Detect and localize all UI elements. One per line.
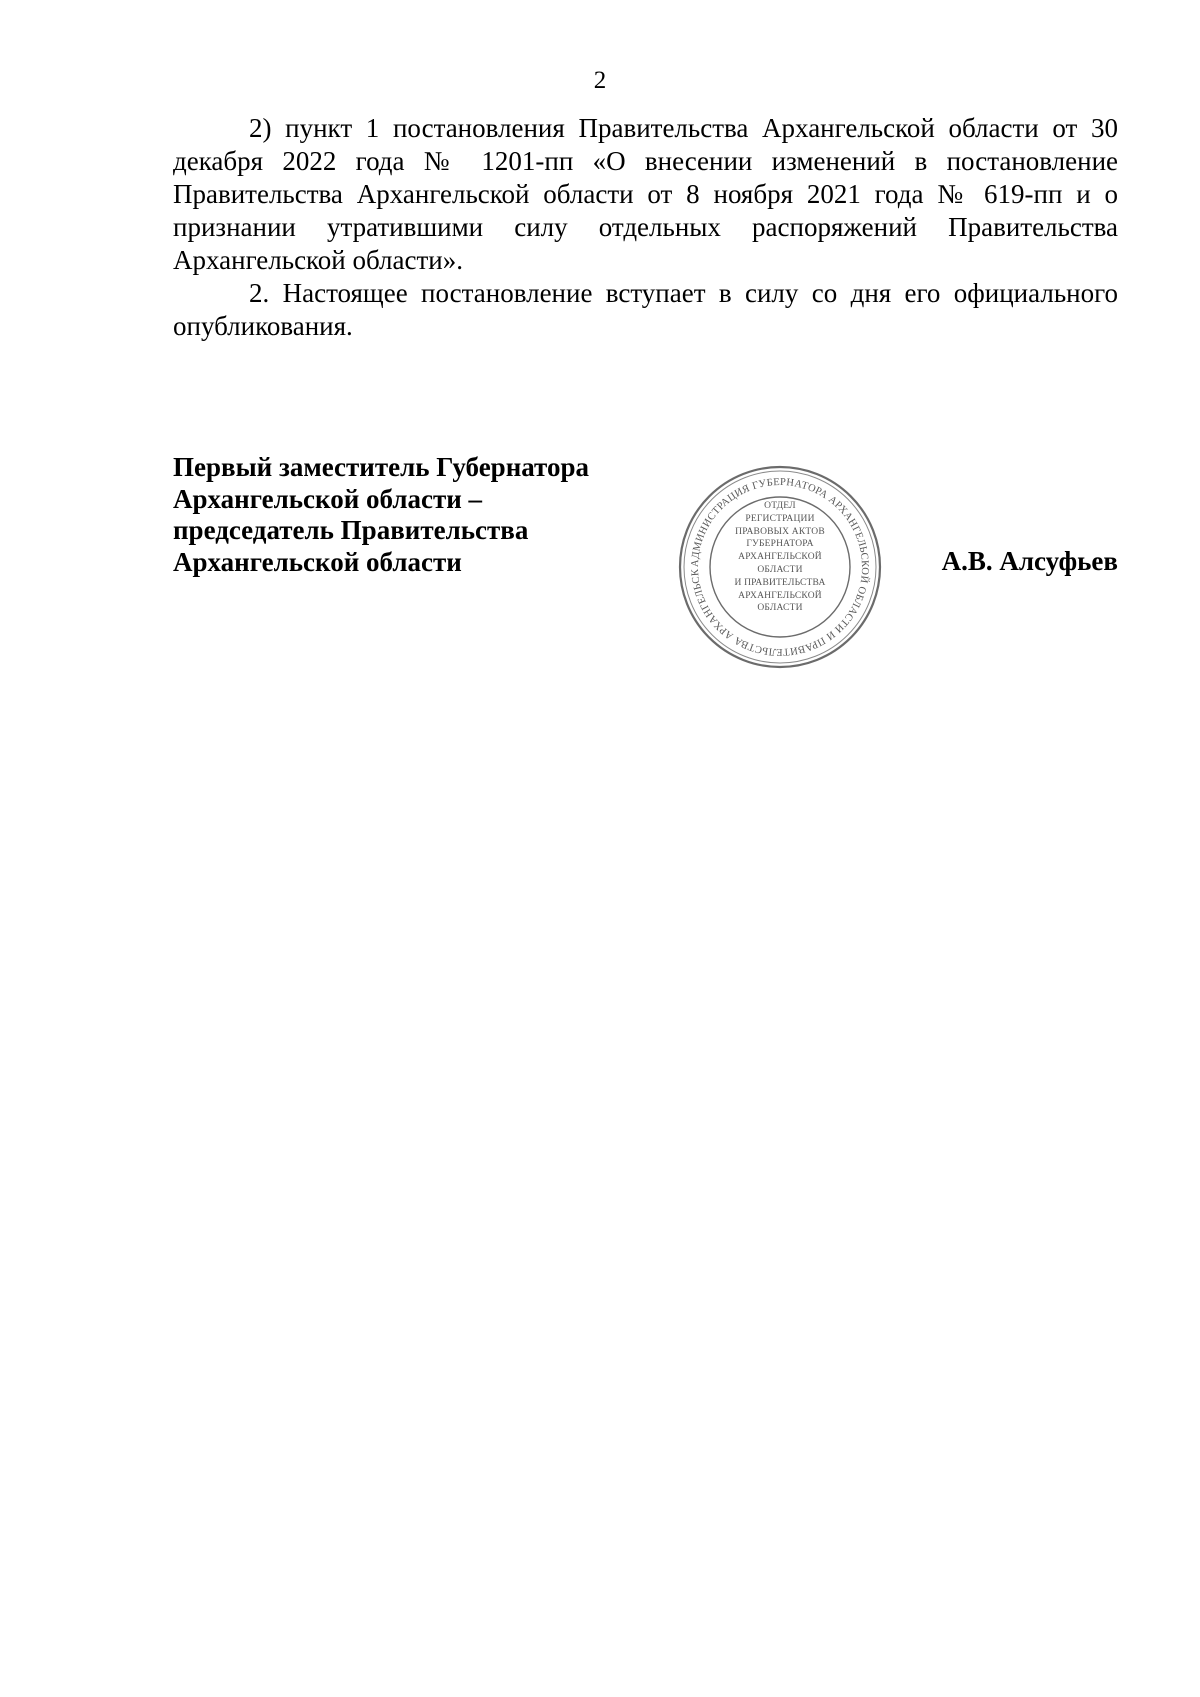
seal-line: РЕГИСТРАЦИИ xyxy=(745,513,815,524)
seal-line: ПРАВОВЫХ АКТОВ xyxy=(735,526,825,537)
page-number: 2 xyxy=(593,67,607,94)
official-seal xyxy=(675,462,885,672)
signature-position xyxy=(173,452,643,578)
position-line: председатель Правительства xyxy=(173,515,529,545)
seal-line: ОБЛАСТИ xyxy=(757,603,803,614)
document-body xyxy=(173,112,1118,343)
paragraph-effective-date: 2. Настоящее постановление вступает в силу со дня его официального опубликования. xyxy=(173,278,1118,341)
position-line: Архангельской области – xyxy=(173,483,483,514)
seal-line: АРХАНГЕЛЬСКОЙ xyxy=(738,590,822,601)
signatory-name: А.В. Алсуфьев xyxy=(941,546,1118,576)
seal-line: ГУБЕРНАТОРА xyxy=(746,539,814,550)
seal-ring-text-path: АДМИНИСТРАЦИЯ ГУБЕРНАТОРА АРХАНГЕЛЬСКОЙ ОБЛАСТИ И ПРАВИТЕЛЬСТВА АРХАНГЕЛЬСК xyxy=(689,476,871,658)
position-line: Архангельской области xyxy=(173,546,462,577)
seal-center-text xyxy=(730,500,830,615)
seal-line: АРХАНГЕЛЬСКОЙ xyxy=(738,552,822,563)
seal-line: ОТДЕЛ xyxy=(764,501,796,511)
paragraph-item-2: 2) пункт 1 постановления Правительства Архангельской области от 30 декабря 2022 года № 1201-пп «О внесении изменений в постановление Правительства Архангельской области от 8 ноября 2021 года № 619-пп и о признании утратившими силу отдельных распоряжений Правительства Архангельской области». xyxy=(173,113,1118,275)
seal-line: И ПРАВИТЕЛЬСТВА xyxy=(734,577,826,588)
seal-line: ОБЛАСТИ xyxy=(757,564,803,575)
position-line: Первый заместитель Губернатора xyxy=(173,452,589,482)
